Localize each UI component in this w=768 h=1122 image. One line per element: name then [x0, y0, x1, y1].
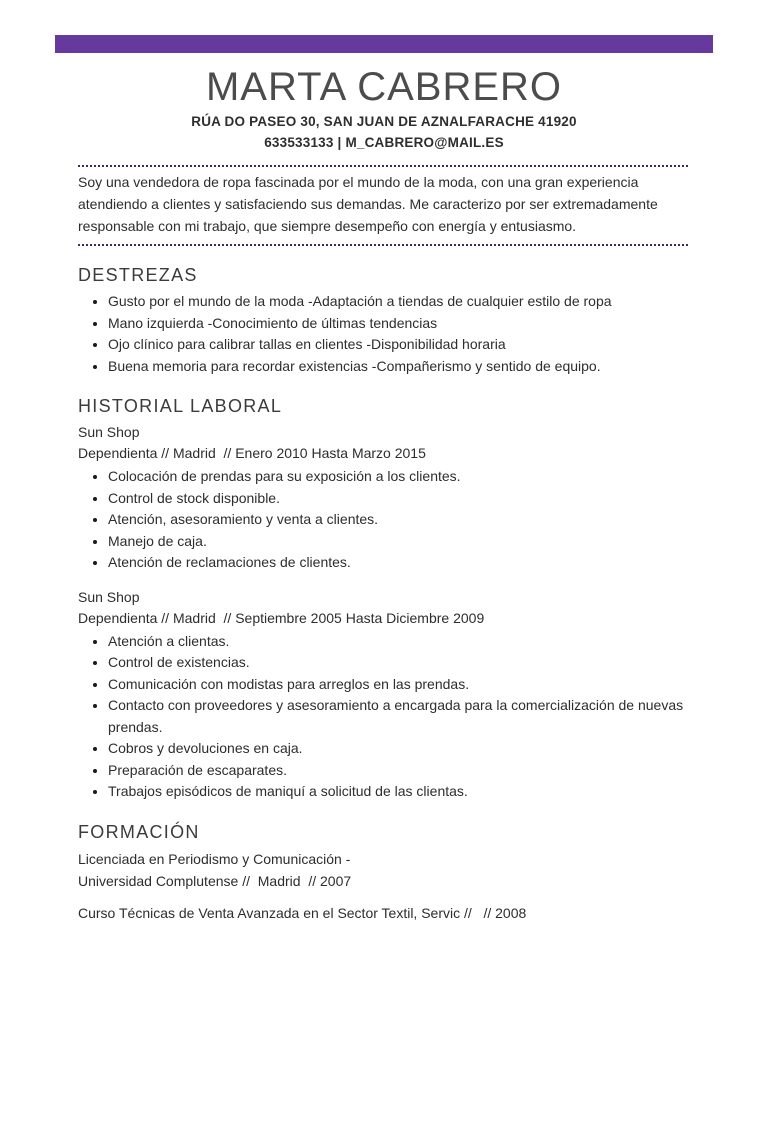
resume-header — [0, 63, 768, 153]
company-name: Sun Shop — [78, 424, 140, 440]
company-name: Sun Shop — [78, 588, 140, 605]
skills-section-title: DESTREZAS — [78, 265, 198, 285]
job-duty-item: • Trabajos episódicos de maniquí a solicitud de las clientas. — [108, 781, 688, 803]
job-duty-item: • Comunicación con modistas para arreglos en las prendas. — [108, 674, 688, 696]
skill-item: • Gusto por el mundo de la moda -Adaptación a tiendas de cualquier estilo de ropa — [108, 291, 688, 313]
job-duty-item: • Colocación de prendas para su exposición a los clientes. — [108, 466, 688, 488]
job-meta-line: Dependienta // Madrid // Septiembre 2005 Hasta Diciembre 2009 — [78, 609, 485, 626]
skill-item: • Ojo clínico para calibrar tallas en clientes -Disponibilidad horaria — [108, 334, 688, 356]
job-duty-item: • Control de stock disponible. — [108, 488, 688, 510]
skills-section — [78, 265, 688, 377]
job-entry-2 — [78, 587, 688, 803]
job-duty-item: • Contacto con proveedores y asesoramiento a encargada para la comercialización de nuevas prendas. — [108, 695, 688, 738]
job-duty-item: • Preparación de escaparates. — [108, 760, 688, 782]
job-duty-item: • Atención de reclamaciones de clientes. — [108, 552, 688, 574]
job-duty-item: • Atención, asesoramiento y venta a clientes. — [108, 509, 688, 531]
job-duties-list — [78, 466, 688, 574]
contact-line: 633533133 | M_CABRERO@MAIL.ES — [264, 135, 504, 150]
summary-section — [78, 165, 688, 246]
candidate-name: MARTA CABRERO — [205, 65, 563, 109]
job-entry-1 — [78, 422, 688, 574]
accent-bar — [55, 35, 713, 53]
job-duty-item: • Cobros y devoluciones en caja. — [108, 738, 688, 760]
skills-list — [78, 291, 688, 377]
skill-item: • Mano izquierda -Conocimiento de últimas tendencias — [108, 313, 688, 335]
summary-text: Soy una vendedora de ropa fascinada por el mundo de la moda, con una gran experiencia atendiendo a clientes y satisfaciendo sus demandas. Me caracterizo por ser extremadamente responsable con mi trabajo, que siempre desempeño con energía y entusiasmo. — [78, 174, 658, 234]
skill-item: • Buena memoria para recordar existencias -Compañerismo y sentido de equipo. — [108, 356, 688, 378]
education-line: Curso Técnicas de Venta Avanzada en el Sector Textil, Servic // // 2008 — [78, 904, 527, 921]
education-line: Licenciada en Periodismo y Comunicación - — [78, 850, 351, 867]
job-duty-item: • Manejo de caja. — [108, 531, 688, 553]
experience-section — [78, 396, 688, 803]
education-entry-2 — [78, 902, 688, 924]
education-entry-1 — [78, 848, 688, 892]
job-duties-list — [78, 631, 688, 803]
job-meta-line: Dependienta // Madrid // Enero 2010 Hasta Marzo 2015 — [78, 445, 426, 461]
job-duty-item: • Control de existencias. — [108, 652, 688, 674]
job-duty-item: • Atención a clientas. — [108, 631, 688, 653]
education-section — [78, 822, 688, 924]
experience-section-title: HISTORIAL LABORAL — [78, 396, 283, 416]
address-line: RÚA DO PASEO 30, SAN JUAN DE AZNALFARACHE 41920 — [191, 114, 577, 129]
resume-page — [0, 35, 768, 1122]
education-line: Universidad Complutense // Madrid // 2007 — [78, 872, 352, 889]
education-section-title: FORMACIÓN — [78, 821, 200, 842]
